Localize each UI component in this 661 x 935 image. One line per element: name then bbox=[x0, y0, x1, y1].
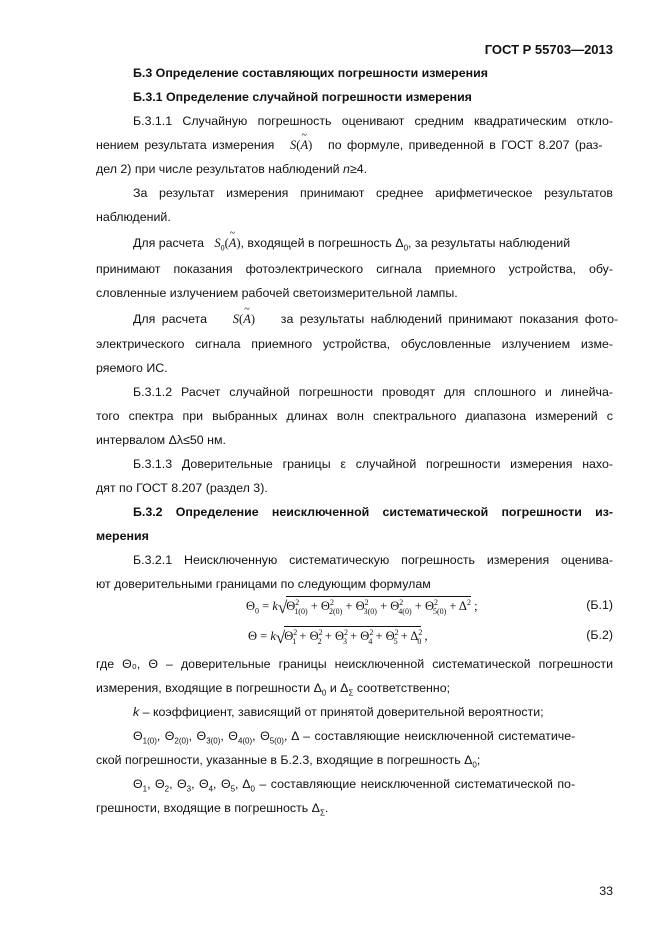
equation-b2-number: (Б.2) bbox=[586, 628, 613, 642]
paragraph-b311-line1: Б.3.1.1 Случайную погрешность оценивают средним квадратическим откло- bbox=[133, 114, 613, 128]
page-number: 33 bbox=[599, 884, 613, 898]
paragraph-b312-line3: интервалом Δλ≤50 нм. bbox=[96, 433, 226, 447]
paragraph-theta0-line2: ской погрешности, указанные в Б.2.3, входящие в погрешность $\Delta_0$; bbox=[96, 753, 481, 770]
paragraph-theta-line1: $\Theta_1$, $\Theta_2$, $\Theta_3$, $\Theta_4$, $\Theta_5$, $\Delta_0$ – составляющие неисключенной систематической по- bbox=[133, 777, 576, 794]
paragraph-where-line2: измерения, входящие в погрешности $\Delta_0$ и $\Delta_\Sigma$ соответственно; bbox=[96, 681, 451, 698]
paragraph-b313-line2: дят по ГОСТ 8.207 (раздел 3). bbox=[96, 481, 268, 495]
equation-b2: $\Theta = k√\Theta^2_1 + \Theta^2_2 + \Theta^2_3 + \Theta^2_4 + \Theta^2_5 + \Delta^2_0$ , bbox=[248, 628, 428, 648]
paragraph-s-line3: ряемого ИС. bbox=[96, 361, 168, 375]
equation-b1-number: (Б.1) bbox=[586, 598, 613, 612]
paragraph-s-line2: электрического сигнала приемного устройства, обусловленные излучением изме- bbox=[96, 337, 613, 351]
section-b31-title: Б.3.1 Определение случайной погрешности измерения bbox=[133, 90, 472, 104]
paragraph-b311-line3: дел 2) при числе результатов наблюдений n≥4. bbox=[96, 162, 368, 176]
equation-b1: $\Theta_0 = k√\Theta^2_{1(0)} + \Theta^2_{2(0)} + \Theta^2_{3(0)} + \Theta^2_{4(0)} + \Theta^2_{5(0)} + \Delta^2$ ; bbox=[246, 598, 478, 618]
text-fragment: по формуле, приведенной в ГОСТ 8.207 (раз- bbox=[327, 138, 603, 152]
paragraph-k: k – коэффициент, зависящий от принятой доверительной вероятности; bbox=[133, 705, 544, 719]
paragraph-where-line1: где Θ₀, Θ – доверительные границы неисключенной систематической погрешности bbox=[96, 657, 613, 671]
paragraph-b321-line1: Б.3.2.1 Неисключенную систематическую погрешность измерения оценива- bbox=[133, 553, 613, 567]
paragraph-result-line1: За результат измерения принимают среднее арифметическое результатов bbox=[133, 186, 613, 200]
paragraph-s0-line3: словленные излучением рабочей светоизмерительной лампы. bbox=[96, 286, 458, 300]
paragraph-result-line2: наблюдений. bbox=[96, 210, 171, 224]
text-fragment: нением результата измерения bbox=[96, 138, 275, 152]
paragraph-b321-line2: ют доверительными границами по следующим формулам bbox=[96, 577, 431, 591]
paragraph-b313-line1: Б.3.1.3 Доверительные границы ε случайной погрешности измерения нахо- bbox=[133, 457, 613, 471]
paragraph-s-line1: Для расчета S( ~ A) за результаты наблюдений принимают показания фото- bbox=[133, 304, 619, 326]
section-b3-title: Б.3 Определение составляющих погрешности измерения bbox=[133, 66, 488, 80]
paragraph-theta0-line1: $\Theta_{1(0)}$, $\Theta_{2(0)}$, $\Theta_{3(0)}$, $\Theta_{4(0)}$, $\Theta_{5(0)}$, Δ – составляющие неисключенной систематиче- bbox=[133, 729, 576, 746]
paragraph-b312-line2: того спектра при выбранных длинах волн спектрального диапазона измерений с bbox=[96, 409, 613, 423]
formula-s-a-tilde: S( ~ A) bbox=[290, 130, 313, 152]
paragraph-b312-line1: Б.3.1.2 Расчет случайной погрешности проводят для сплошного и линейча- bbox=[133, 385, 613, 399]
paragraph-theta-line2: грешности, входящие в погрешность $\Delta_\Sigma$. bbox=[96, 801, 329, 818]
paragraph-b311-line2 bbox=[96, 130, 613, 153]
paragraph-s0-line1: Для расчета $S_0$( ~ A), входящей в погрешность $\Delta_0$, за результаты наблюдений bbox=[133, 228, 571, 253]
paragraph-s0-line2: принимают показания фотоэлектрического сигнала приемного устройства, обу- bbox=[96, 262, 613, 276]
section-b32-title-line2: мерения bbox=[96, 529, 149, 543]
document-header: ГОСТ Р 55703—2013 bbox=[484, 42, 613, 57]
section-b32-title-line1: Б.3.2 Определение неисключенной систематической погрешности из- bbox=[133, 505, 613, 519]
